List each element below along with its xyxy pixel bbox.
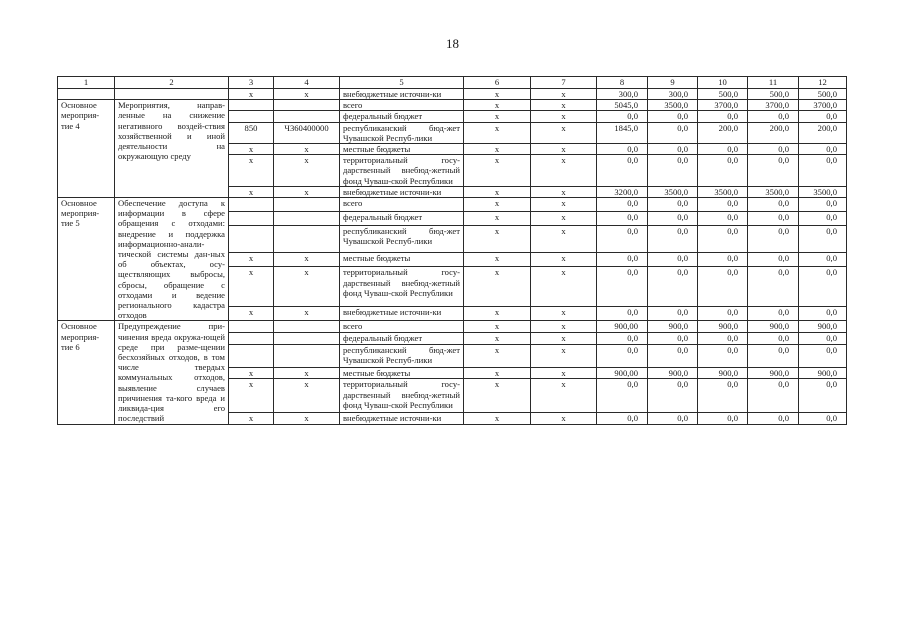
marker-cell: х bbox=[464, 198, 531, 212]
value-cell: 0,0 bbox=[648, 212, 698, 226]
value-cell: 0,0 bbox=[799, 412, 847, 424]
value-cell: 0,0 bbox=[648, 155, 698, 187]
marker-cell: х bbox=[531, 122, 597, 143]
source-cell: территориальный госу-дарственный внебюд-жетный фонд Чуваш-ской Республики bbox=[340, 267, 464, 307]
value-cell: 500,0 bbox=[748, 89, 799, 100]
marker-cell: х bbox=[464, 367, 531, 379]
column-header: 9 bbox=[648, 77, 698, 89]
value-cell: 0,0 bbox=[748, 212, 799, 226]
marker-cell: х bbox=[531, 226, 597, 253]
marker-cell: х bbox=[464, 122, 531, 143]
value-cell: 900,00 bbox=[597, 321, 648, 333]
marker-cell: х bbox=[531, 198, 597, 212]
cs-cell: х bbox=[274, 89, 340, 100]
source-cell: внебюджетные источни-ки bbox=[340, 186, 464, 197]
value-cell: 0,0 bbox=[698, 111, 748, 122]
gr-cell bbox=[229, 100, 274, 111]
value-cell: 500,0 bbox=[799, 89, 847, 100]
marker-cell: х bbox=[464, 111, 531, 122]
value-cell: 0,0 bbox=[597, 226, 648, 253]
value-cell: 0,0 bbox=[799, 267, 847, 307]
source-cell: внебюджетные источни-ки bbox=[340, 89, 464, 100]
column-header: 10 bbox=[698, 77, 748, 89]
value-cell: 0,0 bbox=[648, 144, 698, 155]
gr-cell: х bbox=[229, 267, 274, 307]
marker-cell: х bbox=[464, 333, 531, 345]
status-cell: Основное мероприя-тие 4 bbox=[58, 100, 115, 198]
value-cell: 0,0 bbox=[748, 379, 799, 412]
value-cell: 200,0 bbox=[698, 122, 748, 143]
value-cell: 0,0 bbox=[748, 345, 799, 368]
value-cell: 0,0 bbox=[698, 267, 748, 307]
marker-cell: х bbox=[531, 267, 597, 307]
value-cell: 0,0 bbox=[748, 198, 799, 212]
marker-cell: х bbox=[464, 212, 531, 226]
value-cell: 0,0 bbox=[597, 155, 648, 187]
marker-cell: х bbox=[464, 321, 531, 333]
marker-cell: х bbox=[531, 412, 597, 424]
value-cell: 0,0 bbox=[648, 307, 698, 321]
value-cell: 3700,0 bbox=[799, 100, 847, 111]
gr-cell bbox=[229, 212, 274, 226]
gr-cell bbox=[229, 198, 274, 212]
value-cell: 0,0 bbox=[799, 379, 847, 412]
marker-cell: х bbox=[531, 155, 597, 187]
source-cell: всего bbox=[340, 198, 464, 212]
source-cell: федеральный бюджет bbox=[340, 212, 464, 226]
table-row bbox=[58, 198, 847, 212]
marker-cell: х bbox=[531, 144, 597, 155]
column-header: 8 bbox=[597, 77, 648, 89]
value-cell: 0,0 bbox=[597, 144, 648, 155]
gr-cell bbox=[229, 226, 274, 253]
source-cell: внебюджетные источни-ки bbox=[340, 307, 464, 321]
marker-cell: х bbox=[531, 333, 597, 345]
cs-cell: х bbox=[274, 367, 340, 379]
value-cell: 0,0 bbox=[799, 155, 847, 187]
value-cell: 3500,0 bbox=[799, 186, 847, 197]
value-cell: 0,0 bbox=[748, 307, 799, 321]
marker-cell: х bbox=[531, 89, 597, 100]
value-cell: 1845,0 bbox=[597, 122, 648, 143]
value-cell: 900,0 bbox=[799, 367, 847, 379]
marker-cell: х bbox=[531, 111, 597, 122]
value-cell: 0,0 bbox=[648, 253, 698, 267]
value-cell: 5045,0 bbox=[597, 100, 648, 111]
marker-cell: х bbox=[464, 307, 531, 321]
gr-cell bbox=[229, 333, 274, 345]
value-cell: 900,0 bbox=[799, 321, 847, 333]
value-cell: 0,0 bbox=[748, 111, 799, 122]
value-cell: 900,0 bbox=[698, 321, 748, 333]
status-cell: Основное мероприя-тие 5 bbox=[58, 198, 115, 321]
value-cell: 0,0 bbox=[597, 198, 648, 212]
column-header: 1 bbox=[58, 77, 115, 89]
value-cell: 0,0 bbox=[748, 155, 799, 187]
marker-cell: х bbox=[464, 267, 531, 307]
value-cell: 0,0 bbox=[799, 307, 847, 321]
column-header: 2 bbox=[115, 77, 229, 89]
gr-cell bbox=[229, 111, 274, 122]
name-cell: Мероприятия, направ-ленные на снижение негативного воздей-ствия хозяйственной и иной деятельности на окружающую среду bbox=[115, 100, 229, 198]
marker-cell: х bbox=[531, 367, 597, 379]
marker-cell: х bbox=[464, 412, 531, 424]
gr-cell: х bbox=[229, 307, 274, 321]
cs-cell: Ч360400000 bbox=[274, 122, 340, 143]
value-cell: 0,0 bbox=[597, 307, 648, 321]
marker-cell: х bbox=[531, 212, 597, 226]
marker-cell: х bbox=[464, 186, 531, 197]
value-cell: 900,0 bbox=[648, 367, 698, 379]
name-cell: Обеспечение доступа к информации в сфере обращения с отходами: внедрение и поддержка информационно-анали-тической системы дан-ных об объектах, осу-ществляющих выбросы, сбросы, обращение с отходами и ведение регионального кадастра отходов bbox=[115, 198, 229, 321]
status-cell: Основное мероприя-тие 6 bbox=[58, 321, 115, 424]
value-cell: 0,0 bbox=[748, 253, 799, 267]
page-number: 18 bbox=[446, 36, 459, 51]
value-cell: 300,0 bbox=[648, 89, 698, 100]
cs-cell bbox=[274, 111, 340, 122]
value-cell: 3500,0 bbox=[648, 100, 698, 111]
cs-cell bbox=[274, 212, 340, 226]
value-cell: 0,0 bbox=[799, 253, 847, 267]
column-header: 7 bbox=[531, 77, 597, 89]
cs-cell: х bbox=[274, 253, 340, 267]
marker-cell: х bbox=[531, 345, 597, 368]
value-cell: 0,0 bbox=[698, 307, 748, 321]
value-cell: 0,0 bbox=[698, 412, 748, 424]
name-cell bbox=[115, 89, 229, 100]
column-header: 11 bbox=[748, 77, 799, 89]
value-cell: 3200,0 bbox=[597, 186, 648, 197]
cs-cell: х bbox=[274, 412, 340, 424]
value-cell: 3500,0 bbox=[748, 186, 799, 197]
value-cell: 0,0 bbox=[748, 412, 799, 424]
source-cell: внебюджетные источни-ки bbox=[340, 412, 464, 424]
value-cell: 0,0 bbox=[748, 226, 799, 253]
marker-cell: х bbox=[531, 321, 597, 333]
value-cell: 3700,0 bbox=[698, 100, 748, 111]
value-cell: 0,0 bbox=[597, 412, 648, 424]
value-cell: 0,0 bbox=[799, 198, 847, 212]
value-cell: 0,0 bbox=[698, 226, 748, 253]
header-row bbox=[58, 77, 847, 89]
value-cell: 0,0 bbox=[698, 144, 748, 155]
cs-cell bbox=[274, 333, 340, 345]
source-cell: республиканский бюд-жет Чувашской Респуб-лики bbox=[340, 226, 464, 253]
value-cell: 0,0 bbox=[648, 379, 698, 412]
gr-cell: х bbox=[229, 155, 274, 187]
value-cell: 900,0 bbox=[748, 321, 799, 333]
gr-cell: х bbox=[229, 367, 274, 379]
column-header: 4 bbox=[274, 77, 340, 89]
value-cell: 0,0 bbox=[799, 212, 847, 226]
column-header: 12 bbox=[799, 77, 847, 89]
source-cell: местные бюджеты bbox=[340, 367, 464, 379]
value-cell: 3500,0 bbox=[648, 186, 698, 197]
cs-cell: х bbox=[274, 379, 340, 412]
table-row bbox=[58, 89, 847, 100]
source-cell: территориальный госу-дарственный внебюд-жетный фонд Чуваш-ской Республики bbox=[340, 379, 464, 412]
name-cell: Предупреждение при-чинения вреда окружа-ющей среде при разме-щении бесхозяйных отходов, в том числе твердых коммунальных отходов, выявление случаев причинения та-кого вреда и ликвида-ция его последствий bbox=[115, 321, 229, 424]
value-cell: 0,0 bbox=[597, 253, 648, 267]
value-cell: 3500,0 bbox=[698, 186, 748, 197]
value-cell: 0,0 bbox=[698, 212, 748, 226]
marker-cell: х bbox=[464, 226, 531, 253]
value-cell: 900,0 bbox=[748, 367, 799, 379]
budget-table bbox=[57, 76, 847, 425]
marker-cell: х bbox=[531, 307, 597, 321]
cs-cell: х bbox=[274, 267, 340, 307]
value-cell: 0,0 bbox=[799, 226, 847, 253]
value-cell: 0,0 bbox=[597, 379, 648, 412]
value-cell: 0,0 bbox=[799, 333, 847, 345]
marker-cell: х bbox=[464, 155, 531, 187]
column-header: 6 bbox=[464, 77, 531, 89]
value-cell: 0,0 bbox=[648, 111, 698, 122]
gr-cell: 850 bbox=[229, 122, 274, 143]
value-cell: 0,0 bbox=[597, 345, 648, 368]
table-body bbox=[58, 77, 847, 425]
cs-cell bbox=[274, 345, 340, 368]
gr-cell: х bbox=[229, 412, 274, 424]
value-cell: 300,0 bbox=[597, 89, 648, 100]
marker-cell: х bbox=[464, 253, 531, 267]
marker-cell: х bbox=[464, 379, 531, 412]
status-cell bbox=[58, 89, 115, 100]
cs-cell bbox=[274, 198, 340, 212]
column-header: 3 bbox=[229, 77, 274, 89]
gr-cell: х bbox=[229, 253, 274, 267]
value-cell: 200,0 bbox=[748, 122, 799, 143]
source-cell: местные бюджеты bbox=[340, 253, 464, 267]
value-cell: 0,0 bbox=[799, 345, 847, 368]
source-cell: республиканский бюд-жет Чувашской Респуб-лики bbox=[340, 345, 464, 368]
source-cell: всего bbox=[340, 100, 464, 111]
table-row bbox=[58, 321, 847, 333]
marker-cell: х bbox=[531, 253, 597, 267]
source-cell: местные бюджеты bbox=[340, 144, 464, 155]
marker-cell: х bbox=[531, 186, 597, 197]
marker-cell: х bbox=[531, 100, 597, 111]
value-cell: 900,0 bbox=[698, 367, 748, 379]
value-cell: 0,0 bbox=[648, 412, 698, 424]
value-cell: 0,0 bbox=[698, 379, 748, 412]
source-cell: всего bbox=[340, 321, 464, 333]
source-cell: территориальный госу-дарственный внебюд-жетный фонд Чуваш-ской Республики bbox=[340, 155, 464, 187]
marker-cell: х bbox=[464, 345, 531, 368]
cs-cell: х bbox=[274, 186, 340, 197]
table-row bbox=[58, 100, 847, 111]
value-cell: 0,0 bbox=[698, 253, 748, 267]
value-cell: 0,0 bbox=[648, 122, 698, 143]
value-cell: 0,0 bbox=[698, 333, 748, 345]
value-cell: 200,0 bbox=[799, 122, 847, 143]
source-cell: федеральный бюджет bbox=[340, 111, 464, 122]
value-cell: 0,0 bbox=[597, 212, 648, 226]
value-cell: 0,0 bbox=[648, 267, 698, 307]
marker-cell: х bbox=[464, 100, 531, 111]
value-cell: 0,0 bbox=[748, 267, 799, 307]
value-cell: 0,0 bbox=[597, 111, 648, 122]
value-cell: 3700,0 bbox=[748, 100, 799, 111]
value-cell: 0,0 bbox=[648, 333, 698, 345]
source-cell: республиканский бюд-жет Чувашской Респуб-лики bbox=[340, 122, 464, 143]
value-cell: 0,0 bbox=[698, 198, 748, 212]
gr-cell: х bbox=[229, 379, 274, 412]
value-cell: 0,0 bbox=[799, 111, 847, 122]
value-cell: 0,0 bbox=[648, 345, 698, 368]
value-cell: 0,0 bbox=[597, 333, 648, 345]
column-header: 5 bbox=[340, 77, 464, 89]
value-cell: 0,0 bbox=[698, 345, 748, 368]
value-cell: 0,0 bbox=[799, 144, 847, 155]
cs-cell: х bbox=[274, 307, 340, 321]
value-cell: 0,0 bbox=[597, 267, 648, 307]
value-cell: 0,0 bbox=[648, 198, 698, 212]
cs-cell: х bbox=[274, 155, 340, 187]
gr-cell: х bbox=[229, 144, 274, 155]
gr-cell: х bbox=[229, 186, 274, 197]
cs-cell: х bbox=[274, 144, 340, 155]
value-cell: 900,00 bbox=[597, 367, 648, 379]
marker-cell: х bbox=[464, 144, 531, 155]
value-cell: 0,0 bbox=[698, 155, 748, 187]
cs-cell bbox=[274, 226, 340, 253]
source-cell: федеральный бюджет bbox=[340, 333, 464, 345]
gr-cell bbox=[229, 321, 274, 333]
gr-cell: х bbox=[229, 89, 274, 100]
gr-cell bbox=[229, 345, 274, 368]
marker-cell: х bbox=[531, 379, 597, 412]
value-cell: 0,0 bbox=[748, 144, 799, 155]
value-cell: 900,0 bbox=[648, 321, 698, 333]
cs-cell bbox=[274, 321, 340, 333]
value-cell: 0,0 bbox=[648, 226, 698, 253]
cs-cell bbox=[274, 100, 340, 111]
value-cell: 0,0 bbox=[748, 333, 799, 345]
marker-cell: х bbox=[464, 89, 531, 100]
value-cell: 500,0 bbox=[698, 89, 748, 100]
